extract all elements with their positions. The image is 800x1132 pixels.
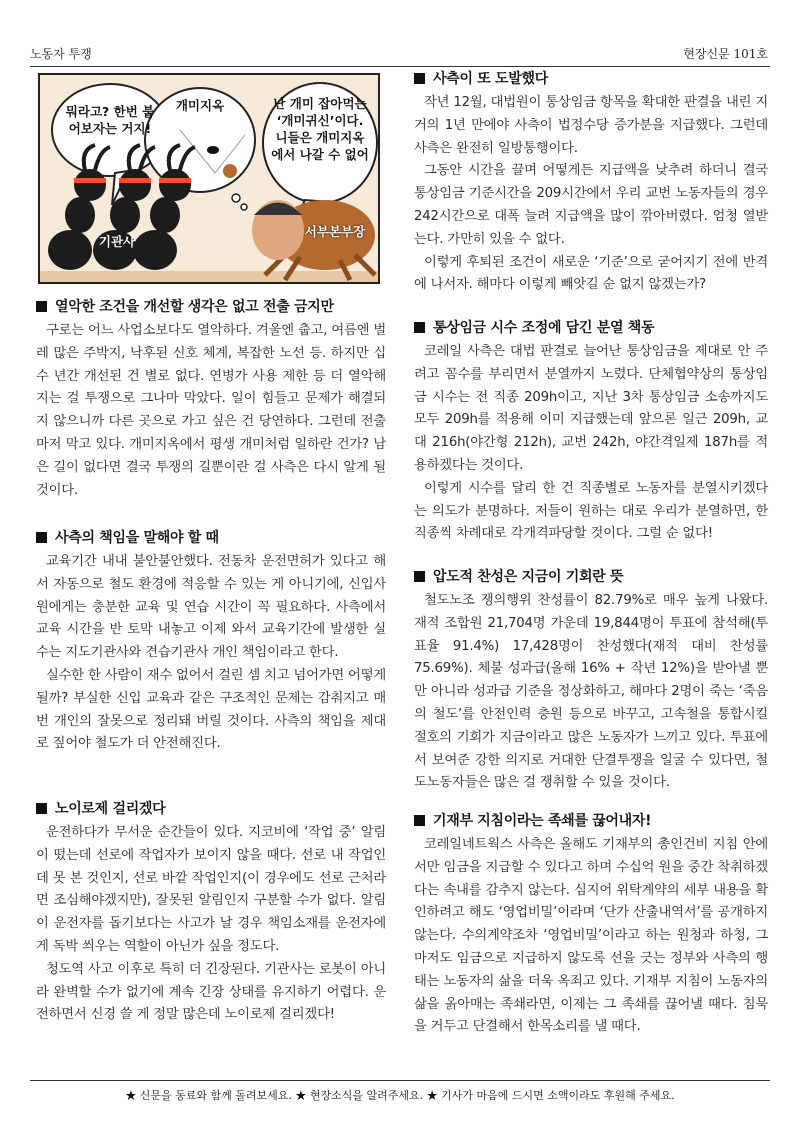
article-paragraph: 교육기간 내내 불안불안했다. 전동차 운전면허가 있다고 해서 자동으로 철도 환경에 적응할 수 있는 게 아니기에, 신입사원에게는 충분한 교육 및 연습 시간이 꼭 필요하다. 사측에서 교육 시간을 반 토막 내놓고 이제 와서 교육기간에 발생한 실수는 지도기관사와 견습기관사 개인 책임이라고 한다. xyxy=(36,554,386,661)
spider-label: 서부본부장 xyxy=(304,224,366,239)
headbands xyxy=(74,178,191,183)
heading-text: 사측이 또 도발했다 xyxy=(433,71,548,87)
article-heading xyxy=(36,296,386,318)
article-division-scheme xyxy=(414,317,768,546)
article-heading xyxy=(414,317,768,339)
article-budget-guideline xyxy=(414,810,768,1039)
article-heading xyxy=(36,798,386,820)
heading-text: 사측의 책임을 말해야 할 때 xyxy=(55,530,219,546)
article-company-responsibility xyxy=(36,527,386,756)
square-bullet-icon xyxy=(36,803,47,814)
speech-bubble-right-text: 난 개미 잡아먹는 ‘개미귀신’이다. 니들은 개미지옥 에서 나갈 수 없어 xyxy=(271,96,369,162)
footer-note: ★ 신문을 동료와 함께 돌려보세요. ★ 현장소식을 알려주세요. ★ 기사가 마음에 드시면 소액이라도 후원해 주세요. xyxy=(125,1089,675,1102)
article-paragraph: 청도역 사고 이후로 특히 더 긴장된다. 기관사는 로봇이 아니라 완벽할 수가 없기에 계속 긴장 상태를 유지하기 어렵다. 운전하면서 신경 쓸 게 정말 많은데 노이로제 걸리겠다! xyxy=(36,961,386,1023)
article-paragraph: 코레일네트웍스 사측은 올해도 기재부의 총인건비 지침 안에서만 임금을 지급할 수 있다고 하며 수십억 원을 중간 착취하겠다는 속내를 감추지 않는다. 심지어 위탁계약의 세부 내용을 확인하려고 해도 ‘영업비밀’이라며 ‘단가 산출내역서’를 공개하지 않는다. 수의계약조차 ‘영업비밀’이라고 하는 원청과 하청, 그마저도 임금으로 지급하지 않도록 선을 긋는 정부와 사측의 행태는 노동자의 삶을 더욱 옥죄고 있다. 기재부 지침이 노동자의 삶을 옭아매는 족쇄라면, 이제는 그 족쇄를 끊어낼 때다. 침묵을 거두고 단결해서 한목소리를 낼 때다. xyxy=(414,837,768,1035)
square-bullet-icon xyxy=(414,322,425,333)
article-paragraph: 이렇게 시수를 달리 한 건 직종별로 노동자를 분열시키겠다는 의도가 분명하다. 저들이 원하는 대로 우리가 분열하면, 한 직종씩 차례대로 각개격파당할 것이다. 그럴 순 없다! xyxy=(414,480,768,542)
square-bullet-icon xyxy=(414,73,425,84)
heading-text: 압도적 찬성은 지금이 기회란 뜻 xyxy=(433,569,624,585)
newsletter-section-label: 노동자 투쟁 xyxy=(30,47,92,61)
heading-text: 열악한 조건을 개선할 생각은 없고 전출 금지만 xyxy=(55,299,334,315)
article-heading xyxy=(36,527,386,549)
cartoon-illustration xyxy=(38,73,380,284)
article-paragraph: 실수한 한 사람이 재수 없어서 걸린 셈 치고 넘어가면 어떻게 될까? 부실한 신입 교육과 같은 구조적인 문제는 감춰지고 매번 개인의 잘못으로 정리돼 버릴 것이다. 사측의 책임을 제대로 짚어야 철도가 더 안전해진다. xyxy=(36,667,386,752)
article-paragraph: 이렇게 후퇴된 조건이 새로운 ‘기준’으로 굳어지기 전에 반격에 나서자. 해마다 이렇게 빼앗길 순 없지 않겠는가? xyxy=(414,254,768,293)
spider-figure xyxy=(252,200,375,280)
heading-text: 노이로제 걸리겠다 xyxy=(55,801,166,817)
article-heading xyxy=(414,566,768,588)
square-bullet-icon xyxy=(36,532,47,543)
ants-label: 기관사 xyxy=(98,234,136,249)
article-paragraph: 철도노조 쟁의행위 찬성률이 82.79%로 매우 높게 나왔다. 재적 조합원 21,704명 가운데 19,844명이 투표에 참석해(투표율 91.4%) 17,428명이 찬성했다(재적 대비 찬성률 75.69%). 체불 성과급(올해 16% + 작년 12%)을 받아낼 뿐만 아니라 성과급 기준을 정상화하고, 해마다 2명이 죽는 ‘죽음의 철도’를 안전인력 충원 등으로 바꾸고, 고속철을 통합시킬 절호의 기회가 지금이라고 많은 노동자가 느끼고 있다. 투표에서 보여준 강한 의지로 거대한 단결투쟁을 일굴 수 있다면, 철도노동자들은 많은 걸 쟁취할 수 있을 것이다. xyxy=(414,593,768,791)
article-paragraph: 구로는 어느 사업소보다도 열악하다. 겨울엔 춥고, 여름엔 벌레 많은 주박지, 낙후된 신호 체계, 복잡한 노선 등. 하지만 십수 년간 개선된 건 별로 없다. 연병가 사용 제한 등 더 열악해지는 걸 투쟁으로 그나마 막았다. 일이 힘들고 문제가 해결되지 않으니까 다른 곳으로 가고 싶은 건 당연하다. 그런데 전출마저 막고 있다. 개미지옥에서 평생 개미처럼 일하란 건가? 남은 길이 없다면 결국 투쟁의 길뿐이란 걸 사측은 다시 알게 될 것이다. xyxy=(36,323,386,498)
square-bullet-icon xyxy=(414,815,425,826)
heading-text: 기재부 지침이라는 족쇄를 끊어내자! xyxy=(433,813,652,829)
article-paragraph: 작년 12월, 대법원이 통상임금 항목을 확대한 판결을 내린 지 거의 1년 만에야 사측이 법정수당 증가분을 지급했다. 그런데 사측은 완전히 일방통행이다. xyxy=(414,95,768,156)
header-rule xyxy=(30,66,770,67)
thought-bubble-text: 개미지옥 xyxy=(175,98,225,113)
speech-bubble-left-text: 뭐라고? 한번 붙어보자는 거지! xyxy=(65,104,155,136)
article-paragraph: 코레일 사측은 대법 판결로 늘어난 통상임금을 제대로 안 주려고 꼼수를 부리면서 분열까지 노렸다. 단체협약상의 통상임금 시수는 전 직종 209h이고, 지난 3차 통상임금 소송까지도 모두 209h를 적용해 이미 지급했는데 앞으론 일근 209h, 교대 216h(야간형 212h), 교번 242h, 야간격일제 187h를 적용하겠다는 것이다. xyxy=(414,344,768,473)
footer-rule xyxy=(30,1080,770,1081)
article-paragraph: 그동안 시간을 끌며 어떻게든 지급액을 낮추려 하더니 결국 통상임금 기준시간을 209시간에서 우리 교번 노동자들의 경우 242시간으로 대폭 늘려 지급액을 많이 깎아버렸다. 엄청 열받는다. 가만히 있을 수 없다. xyxy=(414,163,768,247)
article-provocation xyxy=(414,68,768,297)
square-bullet-icon xyxy=(414,571,425,582)
issue-label: 현장신문 101호 xyxy=(683,47,768,61)
article-neurosis xyxy=(36,798,386,1027)
article-heading xyxy=(414,810,768,832)
article-paragraph: 운전하다가 무서운 순간들이 있다. 지코비에 ‘작업 중’ 알림이 떴는데 선로에 작업자가 보이지 않을 때다. 선로 내 작업인데 못 본 것인지, 선로 바깥 작업인지(이 경우에도 선로 근처라면 조심해야겠지만), 잘못된 알림인지 구분할 수가 없다. 알림이 운전자를 돕기보다는 사고가 날 경우 책임소재를 운전자에게 독박 씌우는 역할이 아닌가 싶을 정도다. xyxy=(36,825,386,954)
square-bullet-icon xyxy=(36,301,47,312)
article-transfer-ban xyxy=(36,296,386,502)
article-heading xyxy=(414,68,768,90)
heading-text: 통상임금 시수 조정에 담긴 분열 책동 xyxy=(433,320,655,336)
article-strike-vote xyxy=(414,566,768,795)
